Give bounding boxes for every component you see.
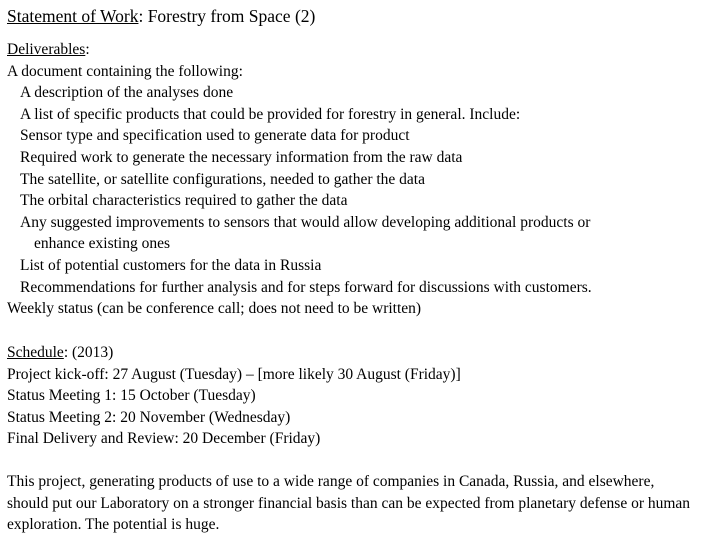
page-title xyxy=(7,6,315,28)
deliverables-heading: Deliverables xyxy=(7,41,86,58)
schedule-item: Project kick-off: 27 August (Tuesday) – [more likely 30 August (Friday)] xyxy=(7,365,461,383)
weekly-status: Weekly status (can be conference call; does not need to be written) xyxy=(7,300,422,318)
schedule-heading: Schedule xyxy=(7,344,64,361)
title-prefix: Statement of Work xyxy=(7,6,139,26)
deliverables-heading-suffix: : xyxy=(85,41,90,58)
schedule-heading-suffix: : (2013) xyxy=(63,344,114,361)
deliverables-intro: A document containing the following: xyxy=(7,62,243,80)
schedule-heading-line xyxy=(7,342,712,364)
list-item: Required work to generate the necessary information from the raw data xyxy=(20,148,463,166)
list-item: Sensor type and specification used to generate data for product xyxy=(20,127,410,145)
title-suffix: : Forestry from Space (2) xyxy=(138,6,316,26)
list-item: The satellite, or satellite configurations, needed to gather the data xyxy=(20,170,425,188)
deliverables-section xyxy=(7,39,712,320)
closing-paragraph: This project, generating products of use to a wide range of companies in Canada, Russia, and elsewhere, should put our Laboratory on a stronger financial basis than can be expected from planetary defense or human exploration. The potential is huge. xyxy=(7,473,691,534)
deliverables-heading-line xyxy=(7,39,712,61)
list-item: Any suggested improvements to sensors that would allow developing additional products or xyxy=(20,213,591,231)
schedule-item: Status Meeting 2: 20 November (Wednesday) xyxy=(7,408,291,426)
list-item: A description of the analyses done xyxy=(20,84,234,102)
schedule-item: Status Meeting 1: 15 October (Tuesday) xyxy=(7,387,256,405)
list-item: The orbital characteristics required to gather the data xyxy=(20,192,348,210)
schedule-item: Final Delivery and Review: 20 December (Friday) xyxy=(7,430,321,448)
schedule-section xyxy=(7,342,712,450)
list-item-continuation: enhance existing ones xyxy=(34,235,171,253)
list-item: Recommendations for further analysis and for steps forward for discussions with customers. xyxy=(20,278,592,296)
list-item: A list of specific products that could be provided for forestry in general. Include: xyxy=(20,105,521,123)
list-item: List of potential customers for the data in Russia xyxy=(20,256,322,274)
